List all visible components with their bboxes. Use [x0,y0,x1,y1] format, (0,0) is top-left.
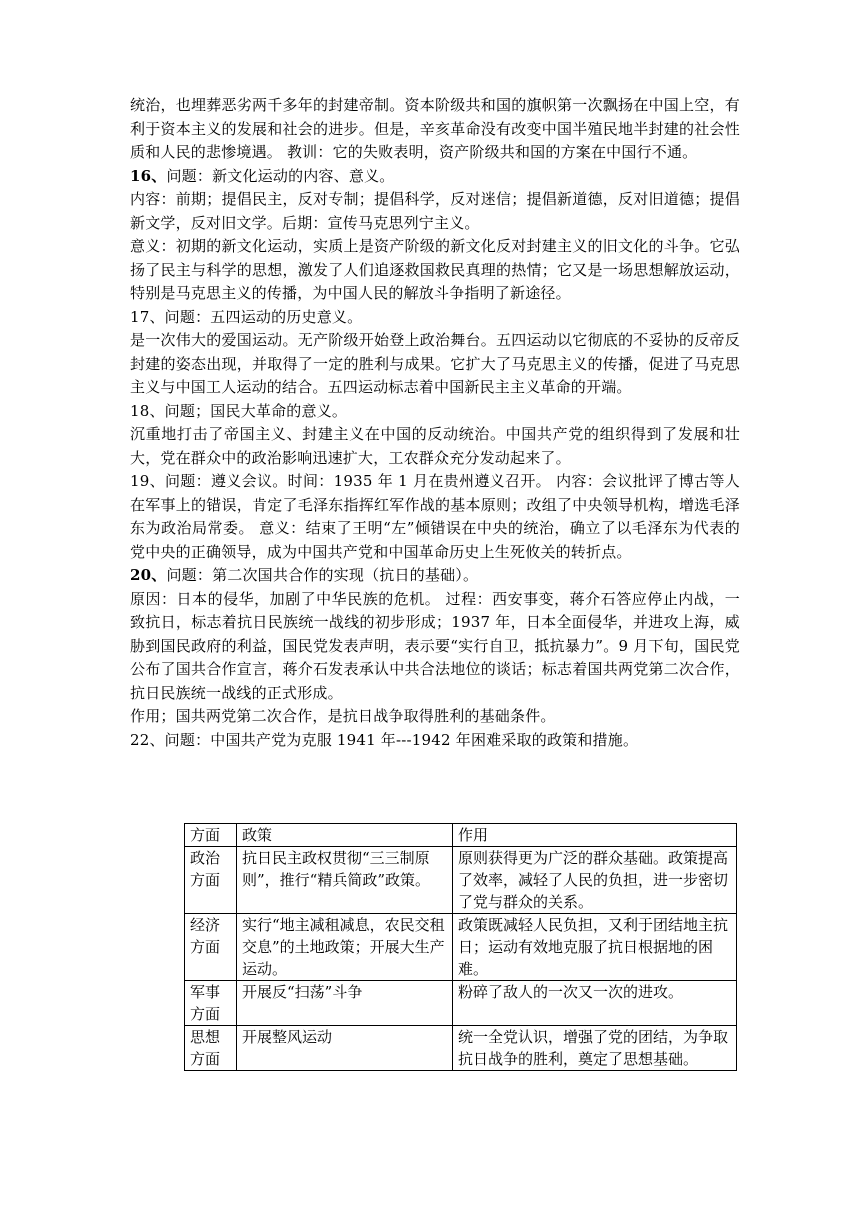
document-body [130,94,740,752]
paragraph-new-culture-content: 内容：前期；提倡民主，反对专制；提倡科学，反对迷信；提倡新道德，反对旧道德；提倡新文学，反对旧文学。后期：宣传马克思列宁主义。 [130,190,740,232]
paragraph-zunyi-meeting: 19、问题：遵义会议。时间：1935 年 1 月在贵州遵义召开。 内容：会议批评了博古等人在军事上的错误，肯定了毛泽东指挥红军作战的基本原则；改组了中央领导机构，增选毛泽东为政治局常委。 意义：结束了王明“左”倾错误在中央的统治，确立了以毛泽东为代表的党中央的正确领导，成为中国共产党和中国革命历史上生死攸关的转折点。 [130,472,740,561]
paragraph-new-culture-significance: 意义：初期的新文化运动，实质上是资产阶级的新文化反对封建主义的旧文化的斗争。它弘扬了民主与科学的思想，激发了人们追逐救国救民真理的热情；它又是一场思想解放运动，特别是马克思主义的传播，为中国人民的解放斗争指明了新途径。 [130,237,740,302]
policy-table [184,823,737,1071]
question-16-heading [130,165,740,189]
table-cell-aspect: 经济方面 [185,914,237,981]
question-20-title: 问题：第二次国共合作的实现（抗日的基础）。 [166,566,479,584]
table-cell-aspect: 思想方面 [185,1026,237,1071]
table-row [185,981,737,1026]
table-cell-policy: 实行“地主减租减息，农民交租交息”的土地政策；开展大生产运动。 [237,914,453,981]
paragraph-may-fourth-significance: 是一次伟大的爱国运动。无产阶级开始登上政治舞台。五四运动以它彻底的不妥协的反帝反封建的姿态出现，并取得了一定的胜利与成果。它扩大了马克思主义的传播，促进了马克思主义与中国工人运动的结合。五四运动标志着中国新民主主义革命的开端。 [130,331,740,396]
paragraph-xinhai-lesson: 统治，也埋葬恶劣两千多年的封建帝制。资本阶级共和国的旗帜第一次飘扬在中国上空，有利于资本主义的发展和社会的进步。但是，辛亥革命没有改变中国半殖民地半封建的社会性质和人民的悲惨境遇。 教训：它的失败表明，资产阶级共和国的方案在中国行不通。 [130,96,740,161]
question-16-number: 16、 [130,166,167,185]
question-22-heading: 22、问题：中国共产党为克服 1941 年---1942 年困难采取的政策和措施。 [130,730,639,749]
question-20-number: 20、 [130,566,167,584]
table-header-policy: 政策 [237,824,453,847]
table-row [185,914,737,981]
question-16-title: 问题：新文化运动的内容、意义。 [166,166,395,185]
question-20-heading [130,564,740,588]
table-header-row [185,824,737,847]
table-cell-policy: 抗日民主政权贯彻“三三制原则”，推行“精兵简政”政策。 [237,847,453,914]
table-cell-effect: 原则获得更为广泛的群众基础。政策提高了效率，减轻了人民的负担，进一步密切了党与群众的关系。 [453,847,737,914]
table-cell-effect: 粉碎了敌人的一次又一次的进攻。 [453,981,737,1026]
question-17-heading: 17、问题：五四运动的历史意义。 [130,307,363,326]
table-cell-effect: 统一全党认识，增强了党的团结，为争取抗日战争的胜利，奠定了思想基础。 [453,1026,737,1071]
table-cell-effect: 政策既减轻人民负担，又利于团结地主抗日；运动有效地克服了抗日根据地的困难。 [453,914,737,981]
paragraph-cooperation-cause-process: 原因：日本的侵华，加剧了中华民族的危机。 过程：西安事变，蒋介石答应停止内战，一致抗日，标志着抗日民族统一战线的初步形成；1937 年，日本全面侵华，并进攻上海，威胁到国民政府的利益，国民党发表声明，表示要“实行自卫，抵抗暴力”。9 月下旬，国民党公布了国共合作宣言，蒋介石发表承认中共合法地位的谈话；标志着国共两党第二次合作，抗日民族统一战线的正式形成。 [130,589,740,702]
table-row [185,1026,737,1071]
table-header-effect: 作用 [453,824,737,847]
table-header-aspect: 方面 [185,824,237,847]
table-cell-policy: 开展整风运动 [237,1026,453,1071]
table-cell-aspect: 军事方面 [185,981,237,1026]
table-row [185,847,737,914]
table-cell-aspect: 政治方面 [185,847,237,914]
question-18-heading: 18、问题；国民大革命的意义。 [130,401,348,420]
table-cell-policy: 开展反“扫荡”斗争 [237,981,453,1026]
paragraph-cooperation-effect: 作用；国共两党第二次合作，是抗日战争取得胜利的基础条件。 [130,707,556,725]
paragraph-national-revolution-significance: 沉重地打击了帝国主义、封建主义在中国的反动统治。中国共产党的组织得到了发展和壮大，党在群众中的政治影响迅速扩大，工农群众充分发动起来了。 [130,425,740,467]
